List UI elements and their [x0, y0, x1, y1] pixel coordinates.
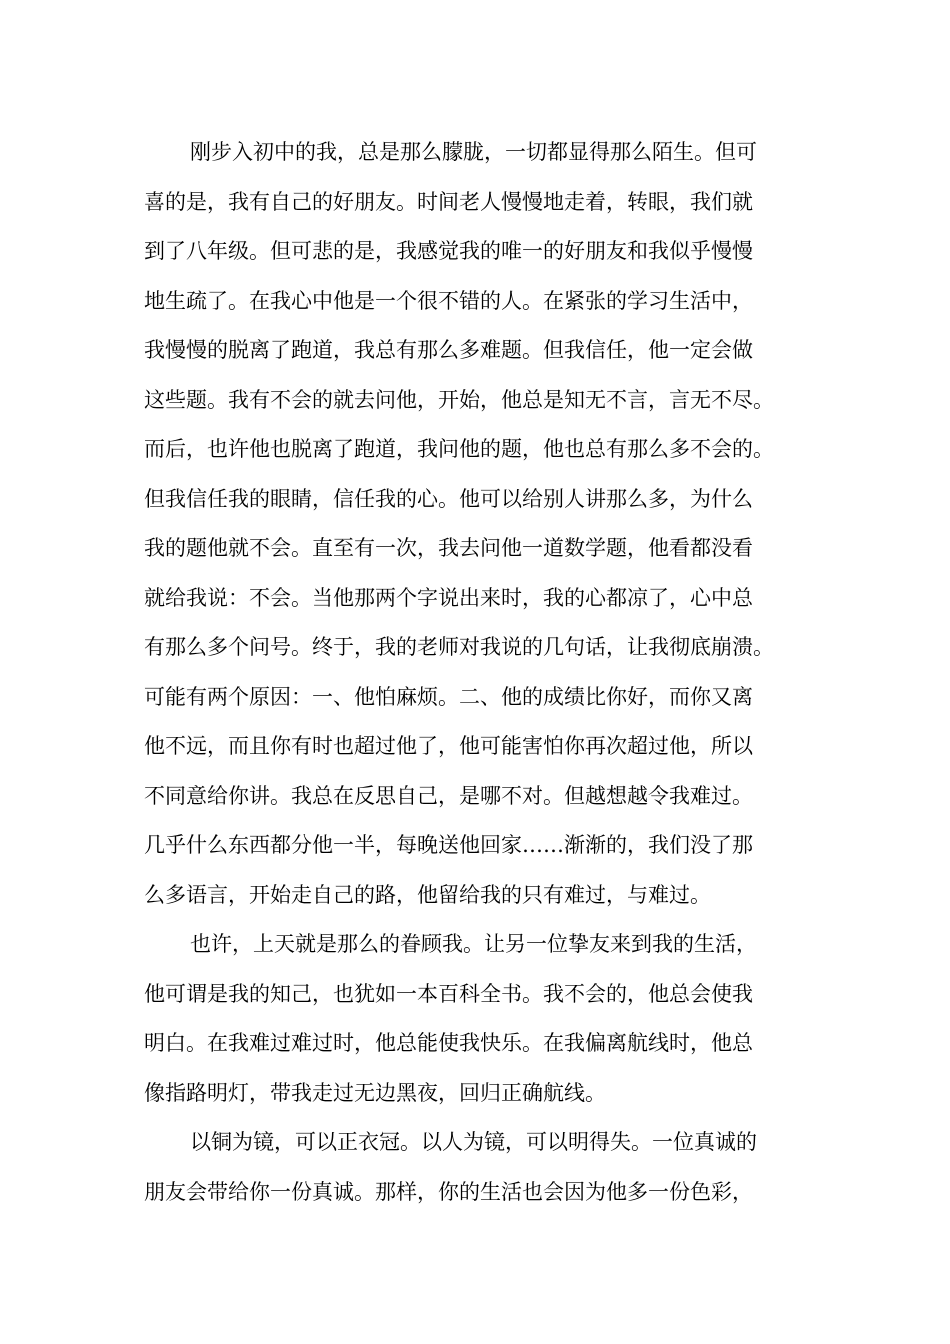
text-line: 但我信任我的眼睛，信任我的心。他可以给别人讲那么多，为什么	[144, 486, 753, 511]
text-line: 有那么多个问号。终于，我的老师对我说的几句话，让我彻底崩溃。	[144, 635, 774, 659]
text-line: 刚步入初中的我，总是那么朦胧，一切都显得那么陌生。但可	[190, 140, 757, 164]
text-line: 这些题。我有不会的就去问他，开始，他总是知无不言，言无不尽。	[144, 387, 774, 412]
text-line: 不同意给你讲。我总在反思自己，是哪不对。但越想越令我难过。	[144, 783, 753, 808]
text-line: 么多语言，开始走自己的路，他留给我的只有难过，与难过。	[144, 882, 711, 907]
paragraph-1	[144, 128, 834, 920]
text-line: 像指路明灯，带我走过无边黑夜，回归正确航线。	[144, 1080, 606, 1105]
paragraph-3	[144, 1118, 834, 1217]
text-line: 我的题他就不会。直至有一次，我去问他一道数学题，他看都没看	[144, 536, 753, 560]
text-line: 几乎什么东西都分他一半，每晚送他回家……渐渐的，我们没了那	[144, 833, 753, 857]
text-line: 朋友会带给你一份真诚。那样，你的生活也会因为他多一份色彩，	[144, 1179, 753, 1204]
text-line: 他可谓是我的知己，也犹如一本百科全书。我不会的，他总会使我	[144, 981, 753, 1006]
essay-body	[144, 128, 834, 1217]
text-line: 也许，上天就是那么的眷顾我。让另一位挚友来到我的生活，	[190, 932, 757, 956]
text-line: 明白。在我难过难过时，他总能使我快乐。在我偏离航线时，他总	[144, 1031, 753, 1055]
text-line: 就给我说：不会。当他那两个字说出来时，我的心都凉了，心中总	[144, 585, 753, 610]
text-line: 地生疏了。在我心中他是一个很不错的人。在紧张的学习生活中，	[144, 288, 753, 313]
text-line: 我慢慢的脱离了跑道，我总有那么多难题。但我信任，他一定会做	[144, 338, 753, 362]
paragraph-2	[144, 920, 834, 1118]
text-line: 到了八年级。但可悲的是，我感觉我的唯一的好朋友和我似乎慢慢	[144, 239, 753, 263]
text-line: 以铜为镜，可以正衣冠。以人为镜，可以明得失。一位真诚的	[190, 1130, 757, 1154]
text-line: 可能有两个原因：一、他怕麻烦。二、他的成绩比你好，而你又离	[144, 684, 753, 709]
text-line: 而后，也许他也脱离了跑道，我问他的题，他也总有那么多不会的。	[144, 437, 774, 461]
text-line: 他不远，而且你有时也超过他了，他可能害怕你再次超过他，所以	[144, 734, 753, 758]
text-line: 喜的是，我有自己的好朋友。时间老人慢慢地走着，转眼，我们就	[144, 189, 753, 214]
